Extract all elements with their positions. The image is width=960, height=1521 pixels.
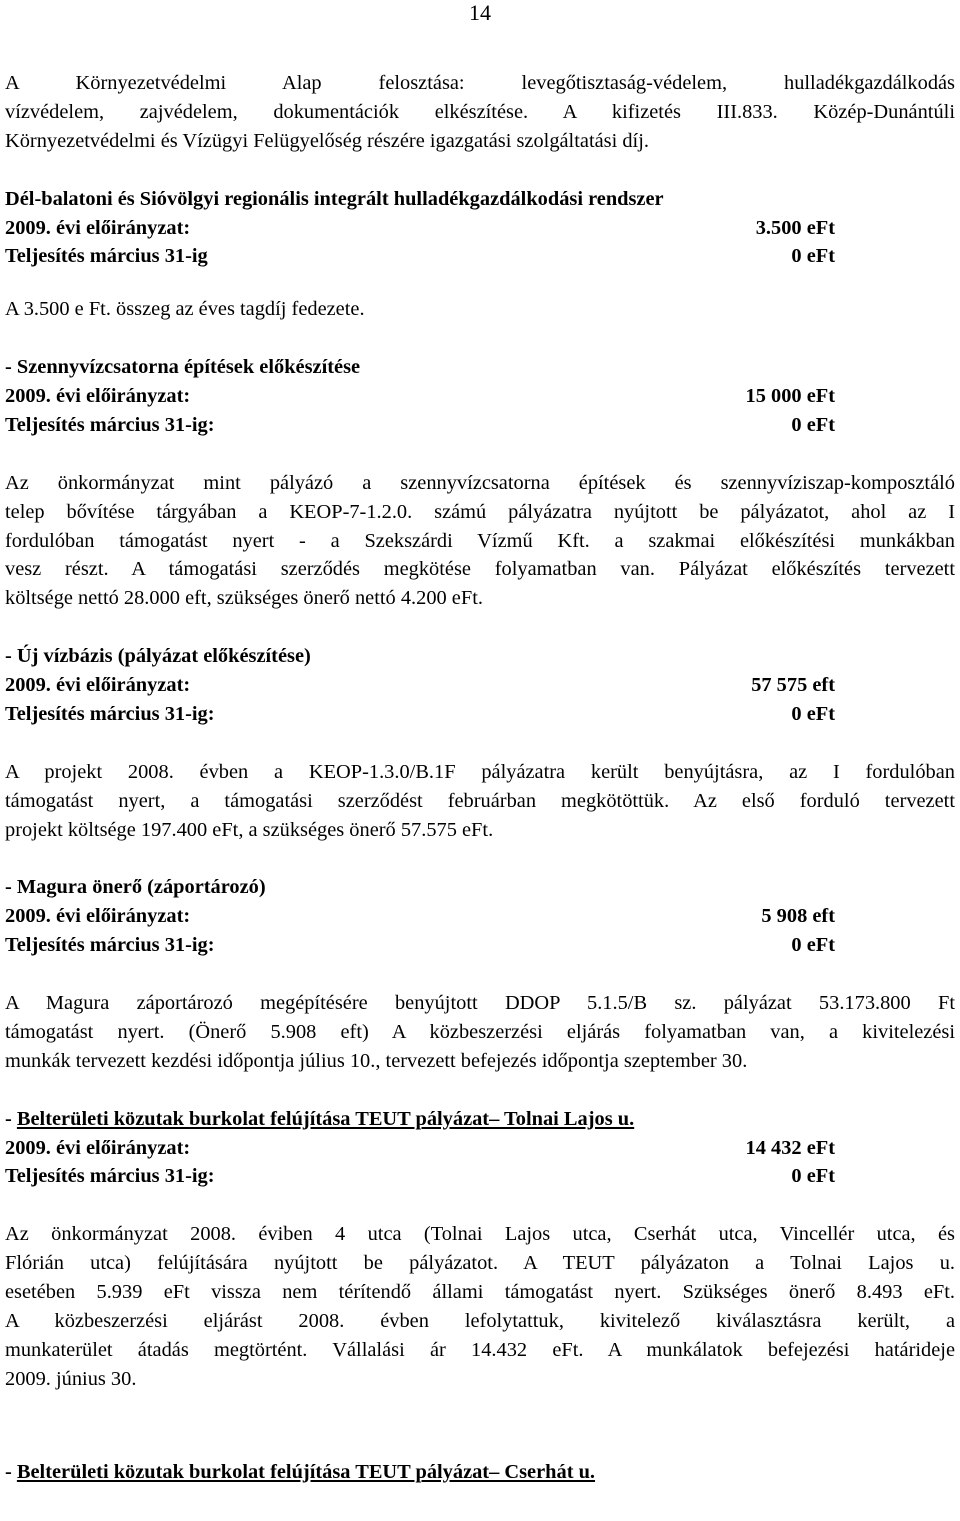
section-title: - Magura önerő (záportározó): [5, 876, 266, 899]
actual-label: Teljesítés március 31-ig: [5, 245, 208, 268]
budget-row: [5, 214, 835, 243]
section-title: - Új vízbázis (pályázat előkészítése): [5, 645, 311, 668]
budget-label: 2009. évi előirányzat:: [5, 1136, 191, 1159]
text-line: esetében 5.939 eFt vissza nem térítendő állami támogatást nyert. Szükséges önerő 8.493 eFt.: [5, 1281, 955, 1304]
section-magura: [5, 873, 955, 1075]
text-line: Flórián utca) felújítására nyújtott be pályázatot. A TEUT pályázaton a Tolnai Lajos u.: [5, 1252, 955, 1275]
text-line: Az önkormányzat 2008. éviben 4 utca (Tolnai Lajos utca, Cserhát utca, Vincellér utca, és: [5, 1223, 955, 1246]
text-line: A projekt 2008. évben a KEOP-1.3.0/B.1F pályázatra került benyújtásra, az I fordulóban: [5, 760, 955, 783]
budget-row: [5, 1134, 835, 1163]
title-text: Belterületi közutak burkolat felújítása TEUT pályázat– Tolnai Lajos u.: [16, 1107, 635, 1130]
text-line: A közbeszerzési eljárást 2008. évben lefolytattuk, kivitelező kiválasztásra került, a: [5, 1309, 955, 1332]
text-line: projekt költsége 197.400 eFt, a szükséges önerő 57.575 eFt.: [5, 818, 494, 841]
text-line: támogatást nyert. (Önerő 5.908 eft) A közbeszerzési eljárás folyamatban van, a kivitelezési: [5, 1020, 955, 1043]
actual-value: 0 eFt: [791, 1165, 835, 1188]
actual-row: [5, 411, 835, 440]
actual-value: 0 eFt: [791, 413, 835, 436]
section-title: Dél-balatoni és Sióvölgyi regionális integrált hulladékgazdálkodási rendszer: [5, 187, 664, 210]
section-tolnai-road: [5, 1105, 955, 1394]
actual-value: 0 eFt: [791, 702, 835, 725]
section-title: [5, 1105, 955, 1134]
intro-paragraph: [5, 69, 955, 156]
actual-label: Teljesítés március 31-ig:: [5, 1165, 215, 1188]
title-prefix: -: [5, 1107, 17, 1130]
section-note: A 3.500 e Ft. összeg az éves tagdíj fedezete.: [5, 298, 365, 321]
section-title: - Szennyvízcsatorna építések előkészítése: [5, 356, 361, 379]
budget-value: 15 000 eFt: [745, 385, 835, 408]
text-line: vízvédelem, zajvédelem, dokumentációk elkészítése. A kifizetés III.833. Közép-Dunántúli: [5, 100, 955, 123]
budget-value: 3.500 eFt: [755, 216, 835, 239]
text-line: munkák tervezett kezdési időpontja július 10., tervezett befejezés időpontja szeptember 30.: [5, 1049, 748, 1072]
actual-row: [5, 700, 835, 729]
actual-label: Teljesítés március 31-ig:: [5, 413, 215, 436]
actual-label: Teljesítés március 31-ig:: [5, 702, 215, 725]
text-line: 2009. június 30.: [5, 1367, 137, 1390]
text-line: Az önkormányzat mint pályázó a szennyvízcsatorna építések és szennyvíziszap-komposztáló: [5, 471, 955, 494]
page-number: 14: [469, 0, 491, 25]
budget-row: [5, 382, 835, 411]
text-line: munkaterület átadás megtörtént. Vállalási ár 14.432 eFt. A munkálatok befejezési határideje: [5, 1338, 955, 1361]
section-sewer: [5, 353, 955, 613]
budget-value: 57 575 eft: [751, 674, 835, 697]
section-waste-management: [5, 185, 955, 325]
budget-row: [5, 902, 835, 931]
section-water-base: [5, 642, 955, 844]
budget-label: 2009. évi előirányzat:: [5, 385, 191, 408]
text-line: támogatást nyert, a támogatási szerződést februárban megkötöttük. Az első forduló tervezett: [5, 789, 955, 812]
actual-value: 0 eFt: [791, 245, 835, 268]
text-line: A Környezetvédelmi Alap felosztása: levegőtisztaság-védelem, hulladékgazdálkodás: [5, 72, 955, 94]
budget-value: 5 908 eft: [761, 905, 835, 928]
text-line: Környezetvédelmi és Vízügyi Felügyelőség részére igazgatási szolgáltatási díj.: [5, 129, 649, 152]
section-title: [5, 1458, 955, 1487]
actual-row: [5, 931, 835, 960]
budget-label: 2009. évi előirányzat:: [5, 905, 191, 928]
actual-value: 0 eFt: [791, 934, 835, 957]
budget-value: 14 432 eFt: [745, 1136, 835, 1159]
text-line: fordulóban támogatást nyert - a Szekszárdi Vízmű Kft. a szakmai előkészítési munkákban: [5, 529, 955, 552]
budget-label: 2009. évi előirányzat:: [5, 674, 191, 697]
actual-row: [5, 242, 835, 271]
title-text: Belterületi közutak burkolat felújítása TEUT pályázat– Cserhát u.: [16, 1460, 596, 1483]
text-line: A Magura záportározó megépítésére benyújtott DDOP 5.1.5/B sz. pályázat 53.173.800 Ft: [5, 991, 955, 1014]
text-line: telep bővítése tárgyában a KEOP-7-1.2.0. számú pályázatra nyújtott be pályázatot, ahol az I: [5, 500, 955, 523]
budget-label: 2009. évi előirányzat:: [5, 216, 191, 239]
section-cserhat-road: [5, 1458, 955, 1487]
actual-row: [5, 1162, 835, 1191]
title-prefix: -: [5, 1460, 17, 1483]
text-line: vesz részt. A támogatási szerződés megkötése folyamatban van. Pályázat előkészítés tervezett: [5, 558, 955, 581]
budget-row: [5, 671, 835, 700]
text-line: költsége nettó 28.000 eft, szükséges önerő nettó 4.200 eFt.: [5, 587, 483, 610]
actual-label: Teljesítés március 31-ig:: [5, 934, 215, 957]
document-body: [5, 69, 955, 1487]
